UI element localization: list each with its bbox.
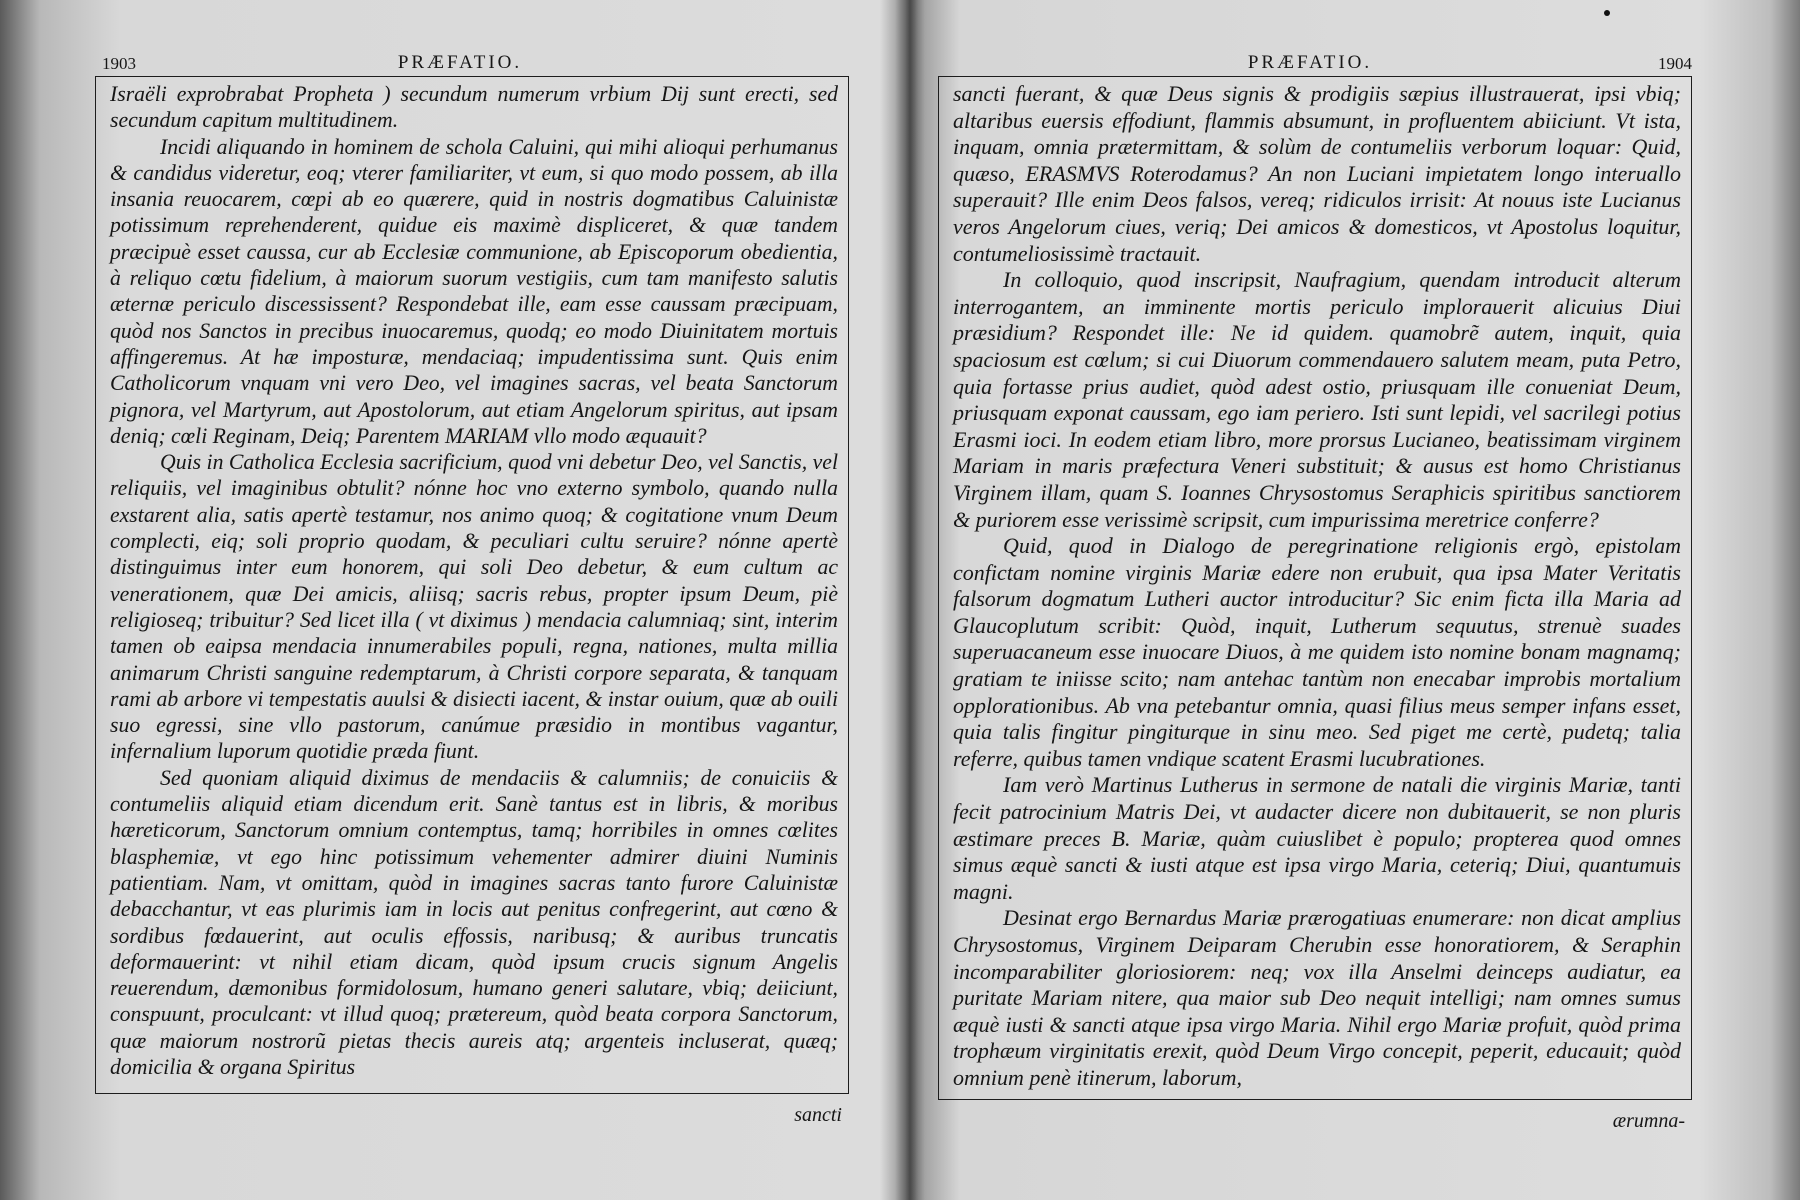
paragraph: Incidi aliquando in hominem de schola Caluini, qui mihi alioqui perhumanus & candidus videretur, eoq; vterer familiariter, vt eum, si quo modo possem, ab illa insania reuocarem, cœpi ab eo quærere, quid in nostris dogmatibus Caluinistæ potissimum reprehenderent, quidue eis maximè displiceret, & quæ tandem præcipuè esset caussa, cur ab Ecclesiæ communione, ab Episcoporum obedientia, à reliquo cœtu fidelium, à maiorum suorum vestigiis, cum tam manifesto salutis æternæ periculo discessissent? Respondebat ille, eam esse caussam præcipuam, quòd nos Sanctos in precibus inuocaremus, quodq; eo modo Diuinitatem mortuis affingeremus. At hæ imposturæ, mendaciaq; impudentissima sunt. Quis enim Catholicorum vnquam vni vero Deo, vel imagines sacras, vel beata Sanctorum pignora, vel Martyrum, aut Apostolorum, aut etiam Angelorum spiritus, aut ipsam deniq; cœli Reginam, Deiq; Parentem MARIAM vllo modo æquauit? [110,134,838,448]
paragraph: Desinat ergo Bernardus Mariæ prærogatiuas enumerare: non dicat amplius Chrysostomus, Virginem Deiparam Cherubin esse honoratiorem, & Seraphin incomparabiliter gloriosiorem: neq; vox illa Anselmi deinceps audiatur, ea puritate Mariam nitere, qua maior sub Deo nequit intelligi; nam omnes sumus æquè iusti & sancti atque ipsa virgo Maria. Nihil ergo Mariæ profuit, quòd prima trophæum virginitatis erexit, quòd Deum Virgo concepit, peperit, educauit; quòd omnium penè itinerum, laborum, [953,905,1681,1090]
paragraph: Quid, quod in Dialogo de peregrinatione religionis ergò, epistolam confictam nomine virginis Mariæ edere non erubuit, qua ipsa Mater Veritatis falsorum dogmatum Lutheri auctor introducitur? Sic enim ficta illa Maria ad Glaucoplutum scribit: Quòd, inquit, Lutherum sequutus, strenuè suades superuacaneum esse inuocare Diuos, à me quidem isto nomine bonam magnamq; gratiam te iniisse scito; nam antehac tantùm non enecabar improbis mortalium opplorationibus. Ab vna petebantur omnia, quasi filius meus semper infans esset, quia talis fingitur pingiturque in sinu meo. Sed piget me certè, pudetq; talia referre, quibus tamen vndique scatent Erasmi lucubrationes. [953,533,1681,771]
right-page [920,0,1700,1200]
page-number: 1903 [102,54,136,73]
running-head [920,52,1700,76]
text-block [953,81,1681,1092]
running-head [60,52,860,76]
paragraph: Quis in Catholica Ecclesia sacrificium, quod vni debetur Deo, vel Sanctis, vel reliquiis, vel imaginibus obtulit? nónne hoc vno externo symbolo, quando nulla exstarent alia, satis apertè testamur, nos animo quoq; & cogitatione vnum Deum complecti, eiq; soli proprio quodam, & peculiari cultu seruire? nónne apertè distinguimus inter eum honorem, qui soli Deo debetur, & eum cultum ac venerationem, quæ Dei amicis, aliisq; sacris rebus, propter ipsum Deum, piè religioseq; tribuitur? Sed licet illa ( vt diximus ) mendacia calumniaq; sint, interim tamen ob eaipsa mendacia innumerabiles populi, regna, nationes, multa millia animarum Christi sanguine redemptarum, à Christi corpore separata, & tanquam rami ab arbore vi tempestatis auulsi & disiecti iacent, & instar ouium, quæ ab ouili suo egressi, sine vllo pastorum, canúmue præsidio in montibus vagantur, infernalium luporum quotidie præda fiunt. [110,450,838,764]
text-frame [95,76,849,1126]
paragraph: Israëli exprobrabat Propheta ) secundum numerum vrbium Dij sunt erecti, sed secundum capitum multitudinem. [110,82,838,133]
catchword: ærumna- [1612,1110,1685,1132]
paragraph: Sed quoniam aliquid diximus de mendaciis & calumniis; de conuiciis & contumeliis aliquid etiam dicendum erit. Sanè tantus est in libris, & moribus hæreticorum, Sanctorum omnium contemptus, tamq; horribiles in omnes cœlites blasphemiæ, vt ego hinc potissimum vehementer admirer diuini Numinis patientiam. Nam, vt omittam, quòd in imagines sacras tanto furore Caluinistæ debacchantur, vt eas plurimis iam in locis aut penitus confregerint, aut cœno & sordibus fœdauerint, aut oculis effossis, naribusq; & auribus truncatis deformauerint: vt nihil etiam dicam, quòd ipsum crucis signum Angelis reuerendum, dæmonibus formidolosum, humano generi salutare, vbiq; deiiciunt, conspuunt, proculcant: vt illud quoq; prætereum, quòd beata corpora Sanctorum, quæ maiorum nostrorũ pietas thecis aureis atq; argenteis incluserat, quæq; domicilia & organa Spiritus [110,765,838,1079]
paragraph: Iam verò Martinus Lutherus in sermone de natali die virginis Mariæ, tanti fecit patrocinium Matris Dei, vt audacter dicere non dubitauerit, se non pluris æstimare preces B. Mariæ, quàm cuiuslibet è populo; propterea quod omnes simus æquè sancti & iusti atque est ipsa virgo Maria, ceteriq; Diui, quantumuis magni. [953,772,1681,904]
left-page [60,0,860,1200]
text-block [110,81,838,1080]
paragraph: In colloquio, quod inscripsit, Naufragium, quendam introducit alterum interrogantem, an imminente mortis periculo implorauerit alicuius Diui præsidium? Respondet ille: Ne id quidem. quamobrẽ autem, inquit, quia spaciosum est cœlum; si cui Diuorum commendauero salutem meam, puta Petro, quia fortasse prius audiet, quòd adest ostio, priusquam ille conueniat Deum, priusquam exponat caussam, ego iam periero. Isti sunt lepidi, vel sacrilegi potius Erasmi ioci. In eodem etiam libro, more prorsus Lucianeo, beatissimam virginem Mariam in maris præfectura Veneri substituit; & ausus est homo Christianus Virginem illam, quam S. Ioannes Chrysostomus Seraphicis spiritibus sanctiorem & puriorem esse verissimè scripsit, cum impurissima meretrice conferre? [953,267,1681,532]
running-head-title: PRÆFATIO. [397,52,523,73]
running-head-title: PRÆFATIO. [1247,52,1373,73]
paragraph: sancti fuerant, & quæ Deus signis & prodigiis sæpius illustrauerat, ipsi vbiq; altaribus euersis effodiunt, flammis absumunt, in profluentem abiiciunt. Vt ista, inquam, omnia prætermittam, & solùm de contumeliis verborum loquar: Quid, quæso, ERASMVS Roterodamus? An non Luciani impietatem longo interuallo superauit? Ille enim Deos falsos, vereq; ridiculos irrisit: At nouus iste Lucianus veros Angelorum ciues, veriq; Dei amicos & domesticos, vt Apostolus loquitur, contumeliosissimè tractauit. [953,81,1681,266]
page-number: 1904 [1658,54,1692,73]
text-frame [938,76,1692,1132]
catchword: sancti [794,1104,842,1126]
